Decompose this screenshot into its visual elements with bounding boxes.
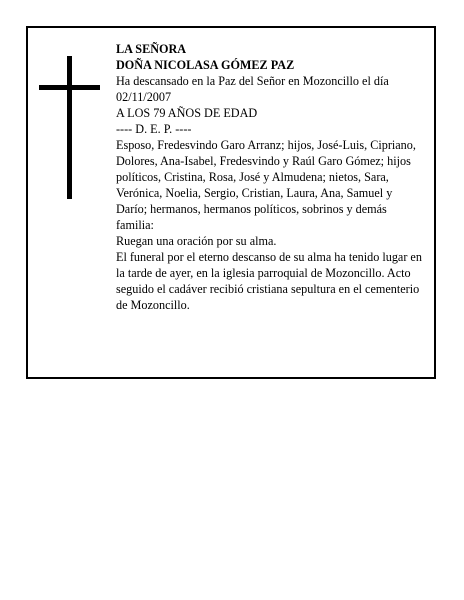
- obituary-card: [26, 26, 436, 379]
- obituary-text: [116, 41, 426, 313]
- obituary-title-line1: LA SEÑORA: [116, 42, 187, 56]
- family-list: Esposo, Fredesvindo Garo Arranz; hijos, José-Luis, Cipriano, Dolores, Ana-Isabel, Fredesvindo y Raúl Garo Gómez; hijos políticos, Cristina, Rosa, José y Almudena; nietos, Sara, Verónica, Noelia, Sergio, Cristian, Laura, Ana, Samuel y Darío; hermanos, hermanos políticos, sobrinos y demás familia:: [116, 138, 416, 232]
- funeral-info: El funeral por el eterno descanso de su alma ha tenido lugar en la tarde de ayer, en la iglesia parroquial de Mozoncillo. Acto seguido el cadáver recibió cristiana sepultura en el cementerio de Mozoncillo.: [116, 250, 422, 312]
- age-line: A LOS 79 AÑOS DE EDAD: [116, 106, 258, 120]
- rest-statement: Ha descansado en la Paz del Señor en Mozoncillo el día 02/11/2007: [116, 74, 389, 104]
- rip-line: ---- D. E. P. ----: [116, 122, 192, 136]
- cross-horizontal-bar: [39, 85, 100, 90]
- cross-vertical-bar: [67, 56, 72, 199]
- deceased-name: DOÑA NICOLASA GÓMEZ PAZ: [116, 58, 295, 72]
- prayer-request: Ruegan una oración por su alma.: [116, 234, 277, 248]
